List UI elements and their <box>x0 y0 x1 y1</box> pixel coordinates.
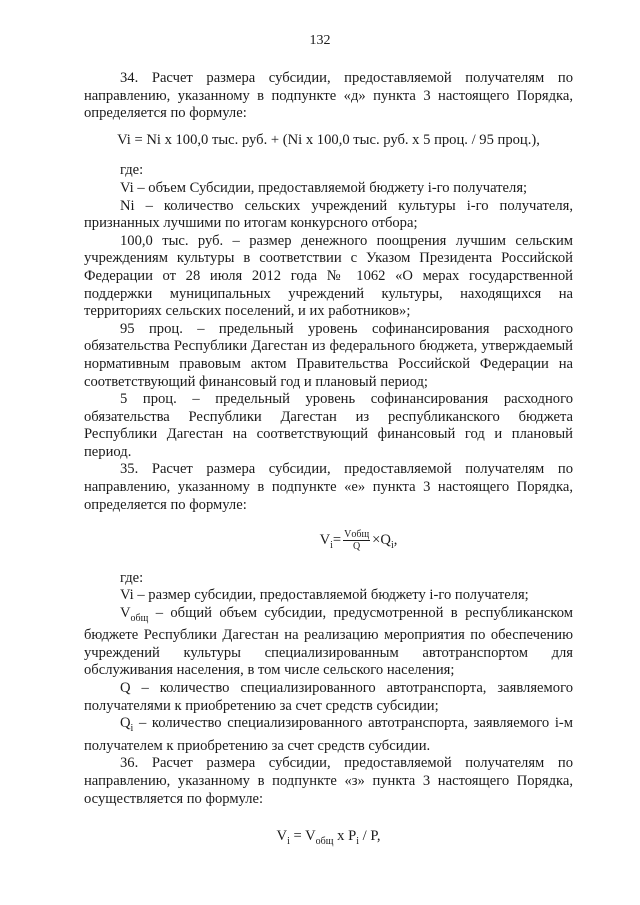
definition-95: 95 проц. – предельный уровень софинансирования расходного обязательства Республики Дагестан из федерального бюджета, утверждаемый нормативным правовым актом Правительства Российской Федерации на соответствующий финансовый год и плановый период; <box>84 320 573 390</box>
formula-2-fraction <box>343 529 370 552</box>
definition-q: Q – количество специализированного автотранспорта, заявляемого получателями к приобретению за счет средств субсидии; <box>84 680 573 714</box>
definition-qi <box>84 715 573 755</box>
document-body <box>84 70 573 851</box>
vobsh-symbol: V <box>120 604 131 621</box>
definition-100: 100,0 тыс. руб. – размер денежного поощрения лучшим сельским учреждениям культуры в соответствии с Указом Президента Российской Федерации от 28 июля 2012 года № 1062 «О мерах государственной поддержки муниципальных учреждений культуры, находящихся на территориях сельских поселений, и их работников»; <box>84 232 573 320</box>
qi-text: – количество специализированного автотранспорта, заявляемого i-м получателем к приобретению за счет средств субсидии. <box>84 715 573 754</box>
formula-2-numerator: Vобщ <box>344 529 370 541</box>
formula-2-rhs: ×Q <box>372 532 391 549</box>
page-number: 132 <box>309 33 331 48</box>
vobsh-text: – общий объем субсидии, предусмотренной в республиканском бюджете Республики Дагестан на реализацию мероприятия по обеспечению учреждений культуры специализированным автотранспортом для обслуживания населения, в том числе сельского населения; <box>84 604 573 679</box>
formula-2-lhs-sub: i <box>330 540 333 551</box>
definition-vi-2: Vi – размер субсидии, предоставляемой бюджету i-го получателя; <box>120 587 529 604</box>
formula-2-end: , <box>393 532 398 549</box>
where-label-1: где: <box>120 162 144 179</box>
formula-2-eq: = <box>332 532 342 549</box>
where-label-2: где: <box>120 569 144 586</box>
vobsh-subscript: общ <box>130 612 149 624</box>
formula-2-rhs-sub: i <box>390 540 394 551</box>
formula-3-eq: = V <box>289 828 316 845</box>
formula-3 <box>84 828 573 851</box>
definition-5: 5 проц. – предельный уровень софинансирования расходного обязательства Республики Дагестан из республиканского бюджета Республики Дагестан на соответствующий финансовый год и плановый период. <box>84 391 573 460</box>
formula-2-lhs: V <box>319 532 331 549</box>
definition-ni: Ni – количество сельских учреждений культуры i-го получателя, признанных лучшими по итогам конкурсного отбора; <box>84 197 573 232</box>
formula-1: Vi = Ni x 100,0 тыс. руб. + (Ni x 100,0 тыс. руб. x 5 проц. / 95 проц.), <box>117 131 540 148</box>
formula-3-times-p: x P <box>333 828 357 845</box>
formula-2 <box>144 529 573 554</box>
formula-3-p-sub: i <box>356 836 359 848</box>
paragraph-34-intro: 34. Расчет размера субсидии, предоставляемой получателям по направлению, указанному в подпункте «д» пункта 3 настоящего Порядка, определяется по формуле: <box>84 70 573 122</box>
formula-3-vobsh-sub: общ <box>315 836 334 848</box>
paragraph-35-intro: 35. Расчет размера субсидии, предоставляемой получателям по направлению, указанному в подпункте «е» пункта 3 настоящего Порядка, определяется по формуле: <box>84 461 573 513</box>
formula-2-denominator: Q <box>353 541 361 553</box>
paragraph-36-intro: 36. Расчет размера субсидии, предоставляемой получателям по направлению, указанному в подпункте «з» пункта 3 настоящего Порядка, осуществляется по формуле: <box>84 755 573 807</box>
definition-vobsh <box>84 605 573 680</box>
qi-symbol: Q <box>120 715 131 732</box>
formula-3-v-sub: i <box>287 836 290 848</box>
formula-3-div: / P, <box>358 828 381 845</box>
definition-vi-1: Vi – объем Субсидии, предоставляемой бюджету i-го получателя; <box>120 179 528 196</box>
formula-3-v: V <box>276 828 288 845</box>
qi-subscript: i <box>130 723 134 735</box>
